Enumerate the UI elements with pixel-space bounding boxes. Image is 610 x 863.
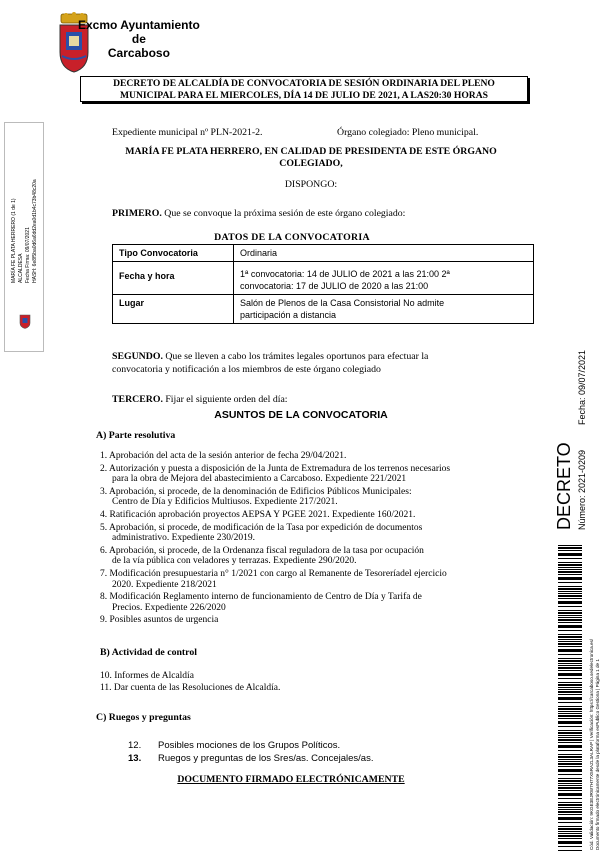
signature-stamp <box>4 122 44 352</box>
signer-name: MARÍA FE PLATA HERRERO (1 de 1) <box>11 198 17 283</box>
items-a-list <box>100 451 530 626</box>
row-value-line: convocatoria: 17 de JULIO de 2020 a las 21:00 <box>240 281 429 291</box>
table-row <box>113 245 534 262</box>
row-label: Fecha y hora <box>113 262 234 295</box>
item-line: administrativo. Expediente 230/2019. <box>112 533 256 544</box>
csv-line2: Documento firmado electrónicamente desde la plataforma esPublico Gestiona | Página 1 de 1 <box>595 659 600 850</box>
barcode <box>558 545 582 853</box>
segundo-line1: Que se lleven a cabo los trámites legales oportunos para efectuar la <box>165 351 429 362</box>
president-line1: MARÍA FE PLATA HERRERO, EN CALIDAD DE PRESIDENTA DE ESTE ÓRGANO <box>125 146 497 157</box>
decree-title-line1: DECRETO DE ALCALDÍA DE CONVOCATORIA DE SESIÓN ORDINARIA DEL PLENO <box>113 78 495 89</box>
row-value <box>234 245 534 262</box>
list-item <box>100 546 530 567</box>
primero-label: PRIMERO. <box>112 208 162 219</box>
list-item <box>128 752 373 765</box>
row-value-line: participación a distancia <box>240 310 337 320</box>
row-label: Tipo Convocatoria <box>113 245 234 262</box>
decree-title <box>80 76 528 102</box>
item-line: Centro de Día y Edificios Multiusos. Expediente 217/2021. <box>112 497 338 508</box>
item-line: 4. Ratificación aprobación proyectos AEPSA Y PGEE 2021. Expediente 160/2021. <box>100 509 416 520</box>
decreto-label: DECRETO <box>554 442 574 530</box>
decreto-number: Número: 2021-0209 <box>577 449 587 530</box>
sign-hash: HASH: 6e8f5ba0d6a6dd2ea0d1b4c73b48c20a <box>32 179 38 283</box>
section-a-heading: A) Parte resolutiva <box>96 430 176 441</box>
president-line2: COLEGIADO, <box>279 158 343 169</box>
item-number: 12. <box>128 740 142 751</box>
list-item: 10. Informes de Alcaldía <box>100 671 194 681</box>
segundo-label: SEGUNDO. <box>112 351 163 362</box>
row-value-line: Salón de Plenos de la Casa Consistorial No admite <box>240 298 445 308</box>
segundo-paragraph <box>112 350 534 376</box>
items-b-list <box>100 670 280 694</box>
row-value-line: 1ª convocatoria: 14 de JULIO de 2021 a las 21:00 2ª <box>240 269 450 279</box>
section-b-heading: B) Actividad de control <box>100 647 197 658</box>
item-line: 9. Posibles asuntos de urgencia <box>100 615 219 626</box>
datos-table <box>112 244 534 324</box>
table-row <box>113 295 534 324</box>
item-line: 2020. Expediente 218/2021 <box>112 579 217 590</box>
primero-text: Que se convoque la próxima sesión de este órgano colegiado: <box>164 208 406 219</box>
list-item <box>100 615 530 626</box>
list-item <box>128 739 373 752</box>
datos-title: DATOS DE LA CONVOCATORIA <box>214 232 370 243</box>
item-line: para la obra de Mejora del abastecimiento a Carcaboso. Expediente 221/2021 <box>112 474 407 485</box>
sign-date: Fecha Firma: 09/07/2021 <box>25 227 31 283</box>
row-label: Lugar <box>113 295 234 324</box>
list-item <box>100 451 530 462</box>
csv-line1: Cód. Validación: 9KGE3EJRW7H77X5RAZL3ALRAP | Verificación: https://carcaboso.sedelectronica.es/ <box>589 638 594 850</box>
list-item <box>100 487 530 508</box>
item-number: 13. <box>128 753 142 764</box>
municipality-line2: de <box>131 32 146 46</box>
table-row <box>113 262 534 295</box>
items-c-list <box>128 739 373 765</box>
list-item: 11. Dar cuenta de las Resoluciones de Alcaldía. <box>100 683 281 693</box>
section-c-heading: C) Ruegos y preguntas <box>96 712 191 723</box>
municipality-line1: Excmo Ayuntamiento <box>78 18 200 32</box>
signer-role: ALCALDESA <box>18 253 24 283</box>
item-line: 7. Modificación presupuestaria n° 1/2021 con cargo al Remanente de Tesoreríadel ejercicio <box>100 568 447 579</box>
list-item <box>100 510 530 521</box>
item-line: de la vía pública con veladores y terrazas. Expediente 290/2020. <box>112 556 357 567</box>
tercero-text: Fijar el siguiente orden del día: <box>165 394 288 405</box>
tercero-label: TERCERO. <box>112 394 163 405</box>
footer-signed: DOCUMENTO FIRMADO ELECTRÓNICAMENTE <box>177 774 405 785</box>
item-text: Posibles mociones de los Grupos Políticos. <box>158 740 341 751</box>
item-line: 3. Aprobación, si procede, de la denominación de Edificios Públicos Municipales: <box>100 486 412 497</box>
dispongo: DISPONGO: <box>284 179 338 190</box>
expediente: Expediente municipal nº PLN-2021-2. <box>112 127 263 138</box>
municipality-name <box>78 18 200 60</box>
row-value <box>234 262 534 295</box>
list-item <box>100 592 530 613</box>
list-item <box>100 464 530 485</box>
item-line: 1. Aprobación del acta de la sesión anterior de fecha 29/04/2021. <box>100 451 347 461</box>
organo: Órgano colegiado: Pleno municipal. <box>337 127 479 138</box>
decreto-date: Fecha: 09/07/2021 <box>577 349 587 425</box>
row-value <box>234 295 534 324</box>
row-value-line: Ordinaria <box>240 248 278 258</box>
item-line: 2. Autorización y puesta a disposición de la Junta de Extremadura de los terrenos necesarios <box>100 463 451 474</box>
item-line: Precios. Expediente 226/2020 <box>112 602 226 613</box>
item-line: 6. Aprobación, si procede, de la Ordenanza fiscal reguladora de la tasa por ocupación <box>100 545 424 556</box>
primero-paragraph <box>112 208 405 219</box>
item-line: 5. Aprobación, si procede, de modificación de la Tasa por expedición de documentos <box>100 522 423 533</box>
small-coat-of-arms-icon <box>19 313 31 329</box>
decree-stamp <box>540 330 608 855</box>
item-text: Ruegos y preguntas de los Sres/as. Concejales/as. <box>158 753 374 764</box>
decree-title-line2: MUNICIPAL PARA EL MIERCOLES, DÍA 14 DE JULIO DE 2021, A LAS20:30 HORAS <box>120 90 488 101</box>
municipality-line3: Carcaboso <box>107 46 170 60</box>
segundo-line2: convocatoria y notificación a los miembros de este órgano colegiado <box>112 364 381 375</box>
list-item <box>100 569 530 590</box>
tercero-paragraph <box>112 394 288 405</box>
asuntos-title: ASUNTOS DE LA CONVOCATORIA <box>214 409 388 421</box>
list-item <box>100 523 530 544</box>
item-line: 8. Modificación Reglamento interno de funcionamiento de Centro de Día y Tarifa de <box>100 592 422 603</box>
